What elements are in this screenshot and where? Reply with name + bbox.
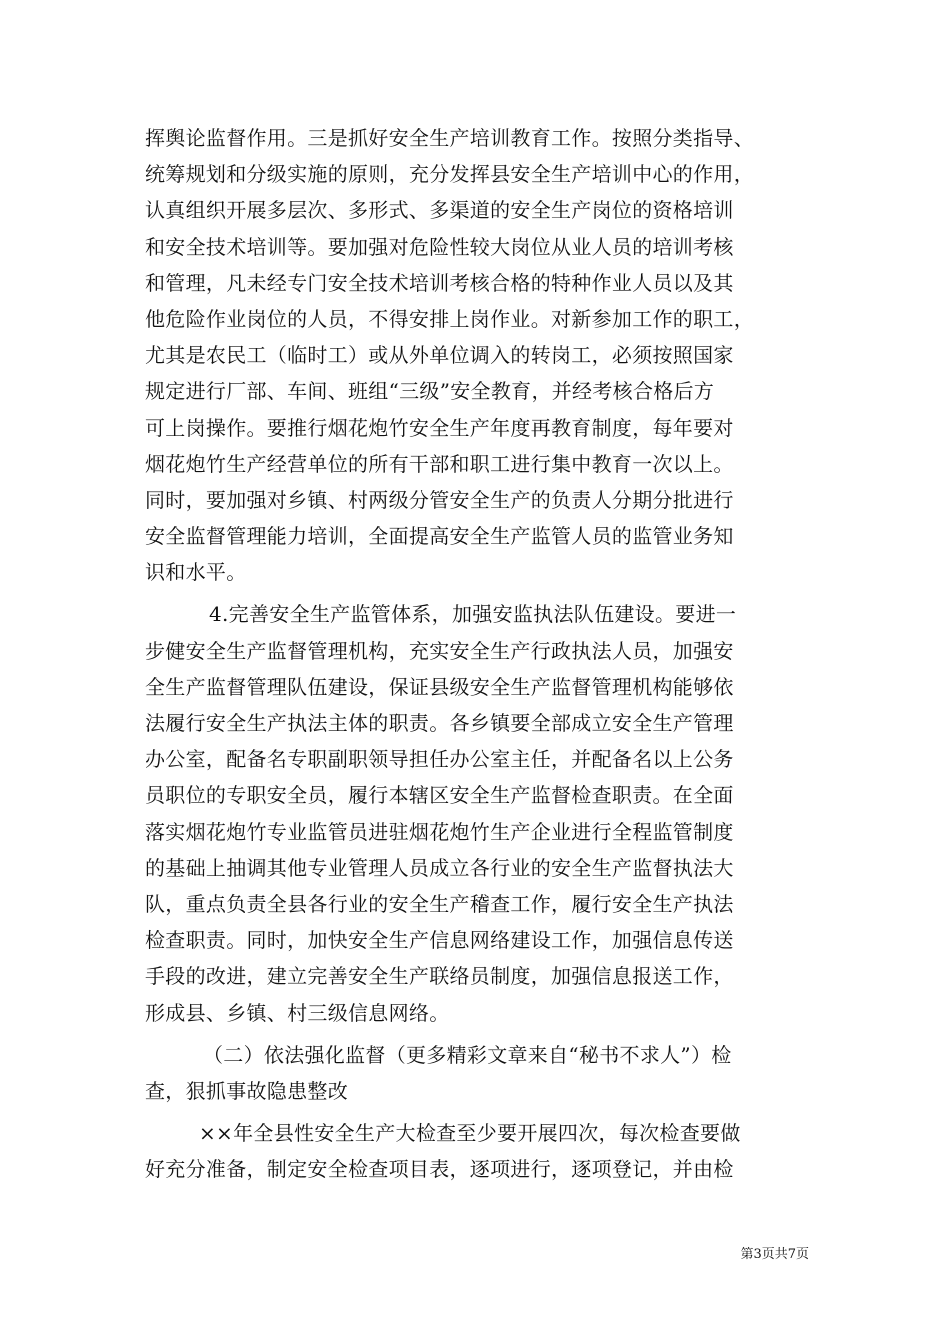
text-line: 形成县、乡镇、村三级信息网络。	[145, 1000, 450, 1025]
text-line: 烟花炮竹生产经营单位的所有干部和职工进行集中教育一次以上。	[145, 451, 734, 476]
text-line: 法履行安全生产执法主体的职责。各乡镇要全部成立安全生产管理	[145, 711, 734, 735]
text-line: 他危险作业岗位的人员，不得安排上岗作业。对新参加工作的职工，	[145, 306, 754, 331]
text-line: 统筹规划和分级实施的原则，充分发挥县安全生产培训中心的作用，	[145, 162, 754, 187]
text-line: 全生产监督管理队伍建设，保证县级安全生产监督管理机构能够依	[145, 674, 734, 699]
text-line: 同时，要加强对乡镇、村两级分管安全生产的负责人分期分批进行	[145, 487, 734, 512]
text-line: 查，狠抓事故隐患整改	[145, 1078, 348, 1103]
text-line: 和安全技术培训等。要加强对危险性较大岗位从业人员的培训考核	[145, 234, 734, 259]
text-line: ××年全县性安全生产大检查至少要开展四次，每次检查要做	[199, 1121, 741, 1146]
text-line: 识和水平。	[145, 560, 247, 585]
text-line: 挥舆论监督作用。三是抓好安全生产培训教育工作。按照分类指导、	[145, 126, 754, 150]
text-line: 安全监督管理能力培训，全面提高安全生产监管人员的监管业务知	[145, 524, 734, 549]
text-line: 队，重点负责全县各行业的安全生产稽查工作，履行安全生产执法	[145, 891, 734, 916]
text-line: 步健安全生产监督管理机构，充实安全生产行政执法人员，加强安	[145, 638, 734, 663]
text-line: 好充分准备，制定安全检查项目表，逐项进行，逐项登记，并由检	[145, 1157, 734, 1182]
document-body	[145, 120, 809, 1187]
text-line: 员职位的专职安全员，履行本辖区安全生产监督检查职责。在全面	[145, 783, 734, 808]
text-line: 规定进行厂部、车间、班组“三级”安全教育，并经考核合格后方	[145, 379, 715, 404]
text-line: 检查职责。同时，加快安全生产信息网络建设工作，加强信息传送	[145, 928, 734, 953]
section-heading-line: （二）依法强化监督（更多精彩文章来自“秘书不求人”）检	[203, 1042, 732, 1067]
text-line: 办公室，配备名专职副职领导担任办公室主任，并配备名以上公务	[145, 747, 734, 772]
text-line: 的基础上抽调其他专业管理人员成立各行业的安全生产监督执法大	[145, 855, 734, 880]
section-heading-line: 4.完善安全生产监管体系，加强安监执法队伍建设。要进一	[209, 602, 737, 627]
text-line: 落实烟花炮竹专业监管员进驻烟花炮竹生产企业进行全程监管制度	[145, 819, 734, 844]
text-line: 可上岗操作。要推行烟花炮竹安全生产年度再教育制度，每年要对	[145, 415, 734, 440]
text-line: 手段的改进，建立完善安全生产联络员制度，加强信息报送工作，	[145, 964, 734, 989]
text-line: 认真组织开展多层次、多形式、多渠道的安全生产岗位的资格培训	[145, 198, 734, 223]
text-line: 尤其是农民工（临时工）或从外单位调入的转岗工，必须按照国家	[145, 343, 734, 368]
text-line: 和管理，凡未经专门安全技术培训考核合格的特种作业人员以及其	[145, 270, 734, 295]
page-number-footer: 第3页共7页	[740, 1247, 809, 1262]
